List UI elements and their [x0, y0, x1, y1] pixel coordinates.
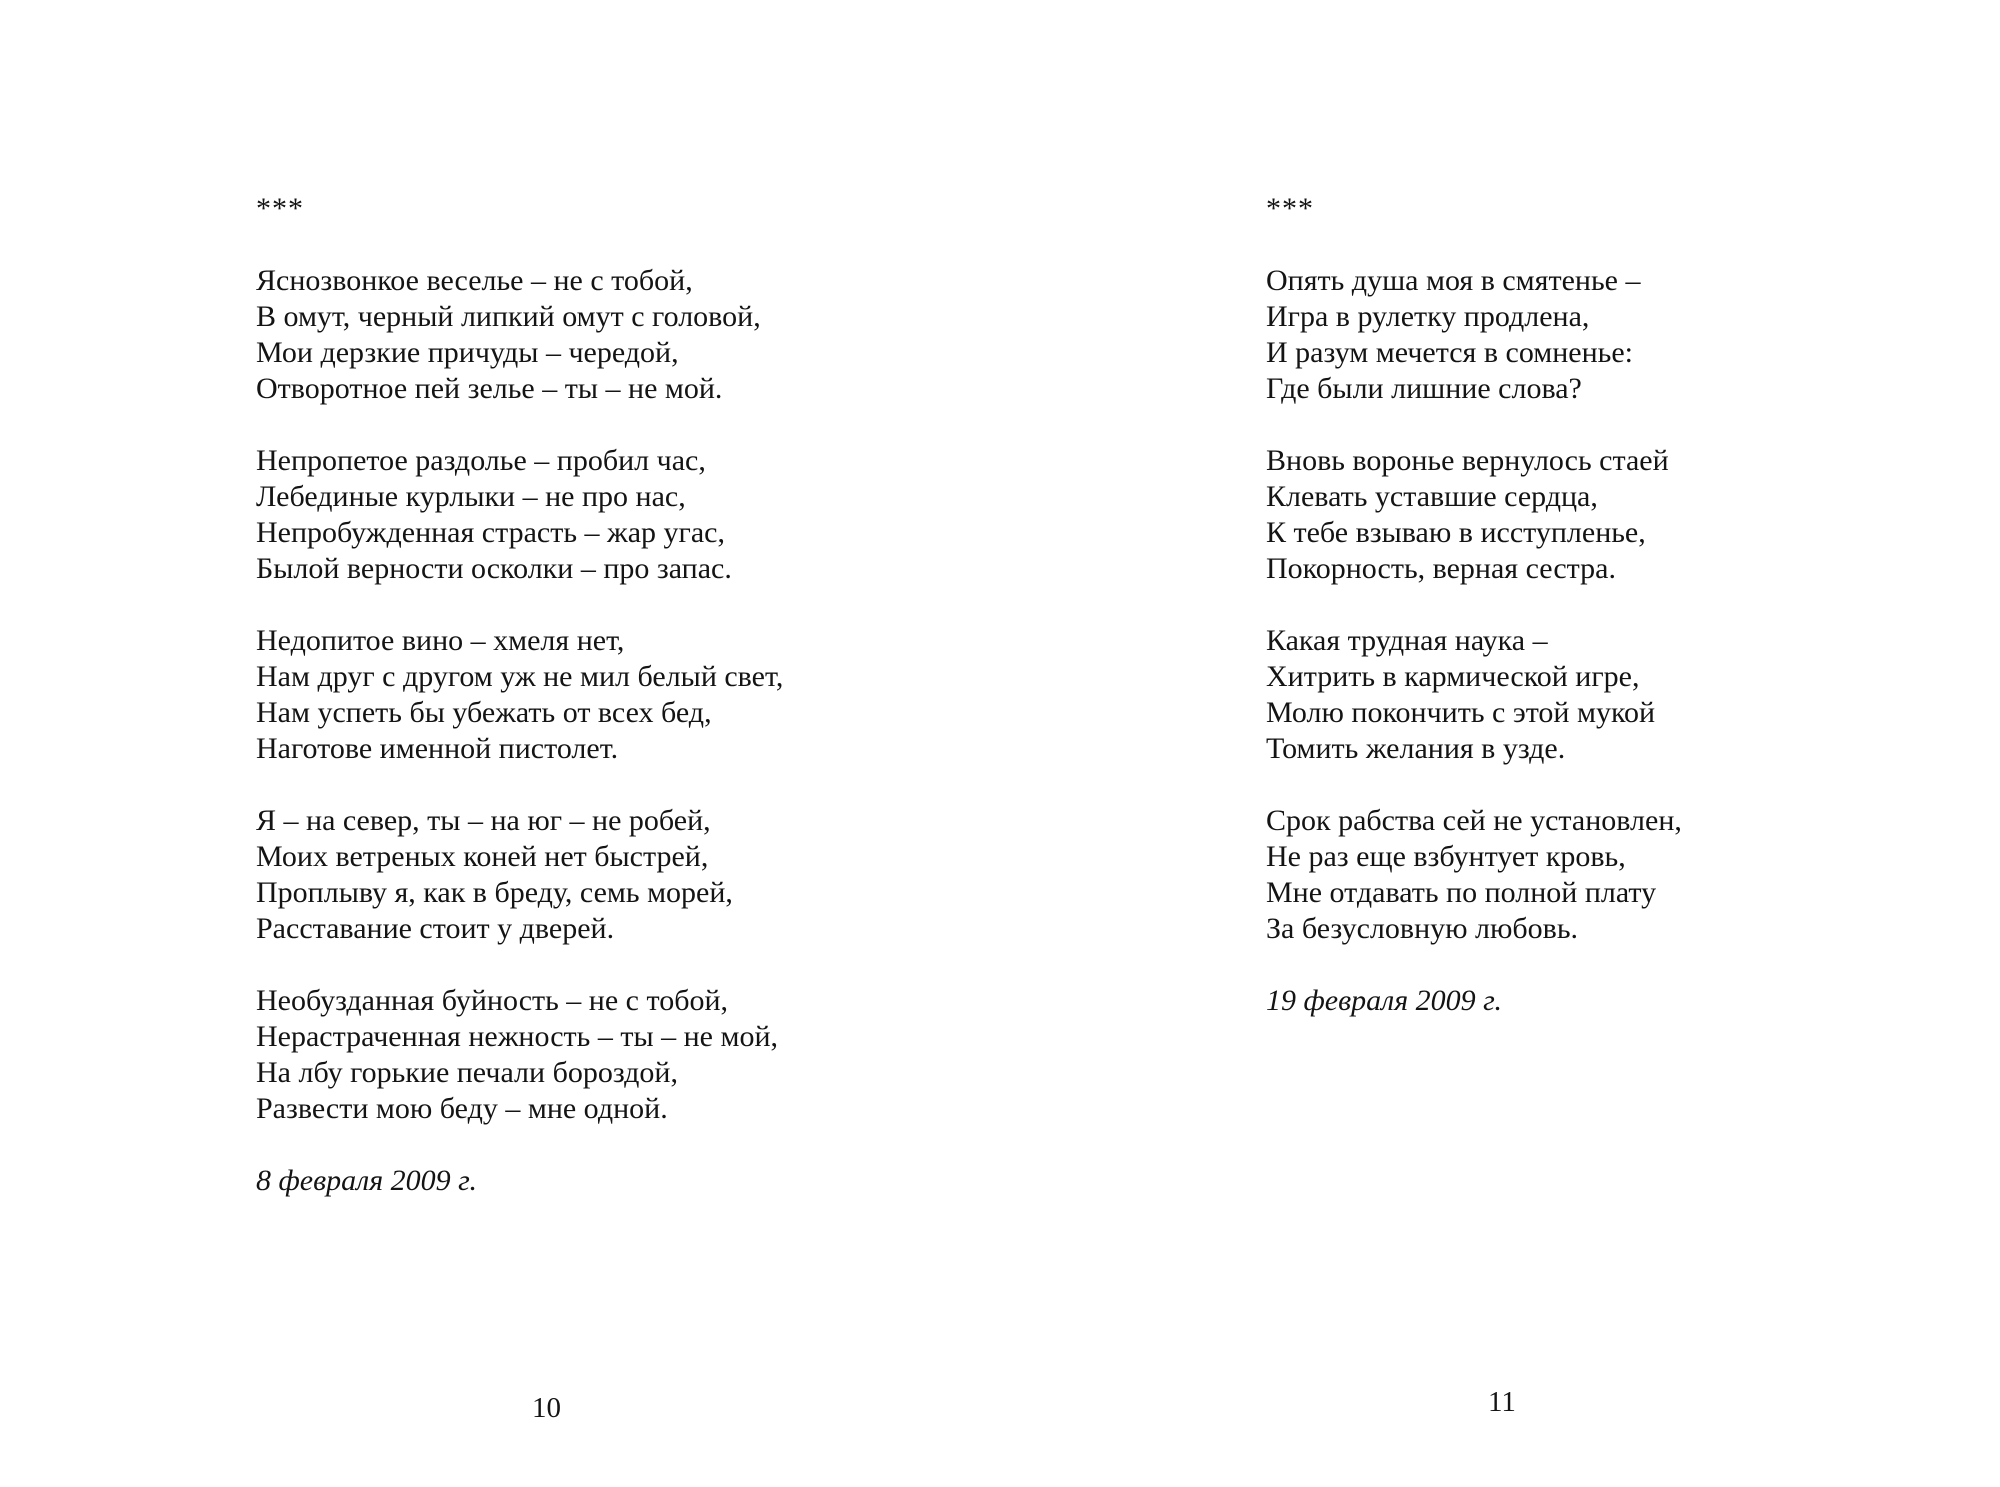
stanza	[256, 983, 783, 1127]
verse-line: Где были лишние слова?	[1266, 372, 1582, 405]
stanza	[1266, 803, 1682, 947]
verse-line: Клевать уставшие сердца,	[1266, 480, 1598, 513]
verse-line: Срок рабства сей не установлен,	[1266, 804, 1682, 837]
verse-line: Молю покончить с этой мукой	[1266, 696, 1656, 729]
stanza	[1266, 623, 1682, 767]
left-poem	[256, 191, 783, 1199]
verse-line: Проплыву я, как в бреду, семь морей,	[256, 876, 733, 909]
section-separator: ***	[256, 192, 304, 225]
verse-line: Расставание стоит у дверей.	[256, 912, 615, 945]
stanza	[1266, 263, 1682, 407]
verse-line: Лебединые курлыки – не про нас,	[256, 480, 686, 513]
verse-line: Непропетое раздолье – пробил час,	[256, 444, 706, 477]
stanza	[256, 263, 783, 407]
verse-line: Мне отдавать по полной плату	[1266, 876, 1657, 909]
section-separator: ***	[1266, 192, 1314, 225]
verse-line: Развести мою беду – мне одной.	[256, 1092, 668, 1125]
verse-line: Хитрить в кармической игре,	[1266, 660, 1640, 693]
verse-line: Игра в рулетку продлена,	[1266, 300, 1590, 333]
right-poem	[1266, 191, 1682, 1019]
verse-line: Томить желания в узде.	[1266, 732, 1566, 765]
verse-line: Непробужденная страсть – жар угас,	[256, 516, 725, 549]
verse-line: Вновь воронье вернулось стаей	[1266, 444, 1669, 477]
verse-line: Моих ветреных коней нет быстрей,	[256, 840, 709, 873]
verse-line: Былой верности осколки – про запас.	[256, 552, 732, 585]
poem-date: 8 февраля 2009 г.	[256, 1164, 477, 1197]
verse-line: Мои дерзкие причуды – чередой,	[256, 336, 679, 369]
page-number: 11	[1488, 1386, 1516, 1418]
verse-line: Недопитое вино – хмеля нет,	[256, 624, 625, 657]
right-page	[1000, 0, 2000, 1487]
verse-line: За безусловную любовь.	[1266, 912, 1579, 945]
verse-line: На лбу горькие печали бороздой,	[256, 1056, 678, 1089]
verse-line: И разум мечется в сомненье:	[1266, 336, 1633, 369]
stanza	[1266, 443, 1682, 587]
verse-line: Нерастраченная нежность – ты – не мой,	[256, 1020, 779, 1053]
stanza	[256, 803, 783, 947]
verse-line: Наготове именной пистолет.	[256, 732, 619, 765]
verse-line: Какая трудная наука –	[1266, 624, 1548, 657]
stanza	[256, 443, 783, 587]
stanza	[256, 623, 783, 767]
verse-line: Я – на север, ты – на юг – не робей,	[256, 804, 711, 837]
verse-line: Опять душа моя в смятенье –	[1266, 264, 1641, 297]
verse-line: Необузданная буйность – не с тобой,	[256, 984, 729, 1017]
verse-line: Покорность, верная сестра.	[1266, 552, 1616, 585]
page-number: 10	[532, 1392, 561, 1424]
verse-line: К тебе взываю в исступленье,	[1266, 516, 1646, 549]
verse-line: В омут, черный липкий омут с головой,	[256, 300, 761, 333]
verse-line: Отворотное пей зелье – ты – не мой.	[256, 372, 723, 405]
verse-line: Нам друг с другом уж не мил белый свет,	[256, 660, 784, 693]
verse-line: Нам успеть бы убежать от всех бед,	[256, 696, 712, 729]
verse-line: Яснозвонкое веселье – не с тобой,	[256, 264, 693, 297]
poem-date: 19 февраля 2009 г.	[1266, 984, 1502, 1017]
verse-line: Не раз еще взбунтует кровь,	[1266, 840, 1626, 873]
